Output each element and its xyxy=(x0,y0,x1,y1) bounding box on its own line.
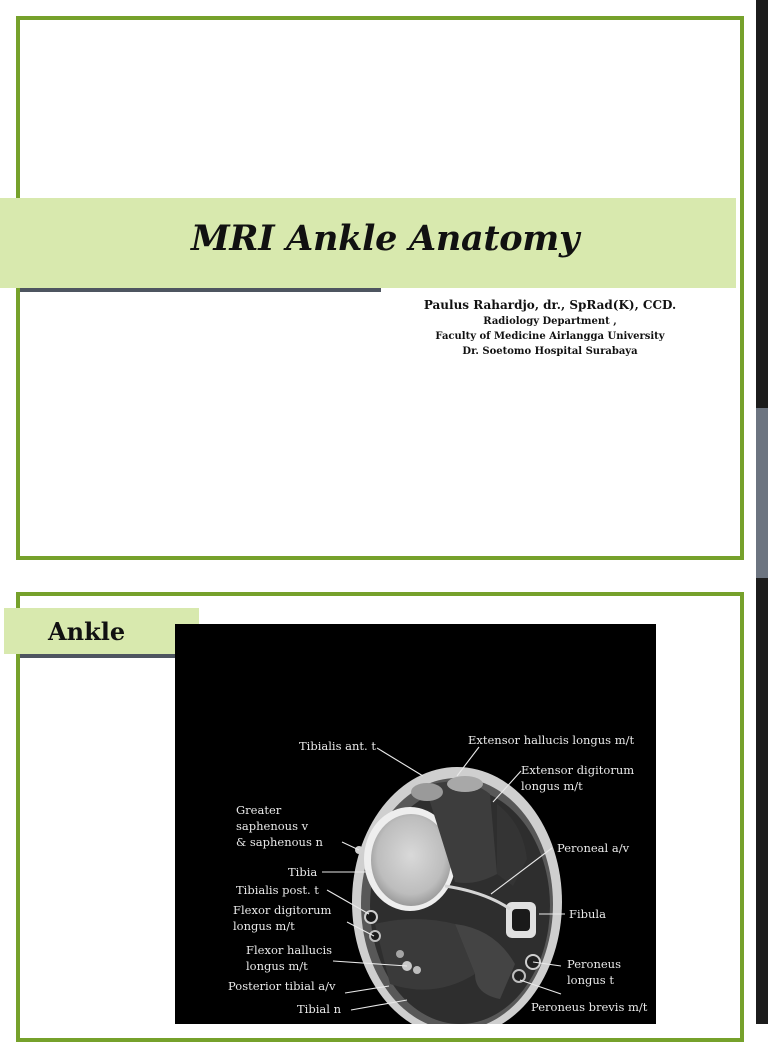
label-tibialis-ant: Tibialis ant. t xyxy=(299,739,376,753)
affiliation-line: Faculty of Medicine Airlangga University xyxy=(435,331,665,342)
title-underline xyxy=(20,288,381,292)
label-tibialis-post: Tibialis post. t xyxy=(236,883,319,897)
label-fibula: Fibula xyxy=(569,907,606,921)
right-edge-bar xyxy=(756,0,768,1024)
label-tibial-n: Tibial n xyxy=(297,1002,341,1016)
label-peroneus-longus: longus t xyxy=(567,973,614,987)
mri-ankle-image xyxy=(175,624,656,1024)
label-peroneal-av: Peroneal a/v xyxy=(557,841,630,855)
author-name: Paulus Rahardjo, dr., SpRad(K), CCD. xyxy=(423,298,677,312)
scroll-thumb[interactable] xyxy=(756,408,768,578)
author-block xyxy=(410,296,690,359)
label-ext-digitorum: longus m/t xyxy=(521,779,583,793)
heading-underline xyxy=(20,654,196,658)
ankle-cross-section xyxy=(352,767,562,1024)
label-flexor-digitorum: longus m/t xyxy=(233,919,295,933)
label-saphenous: saphenous v xyxy=(236,819,309,833)
label-flexor-hallucis: longus m/t xyxy=(246,959,308,973)
label-ext-digitorum: Extensor digitorum xyxy=(521,763,635,777)
label-tibia: Tibia xyxy=(288,865,318,879)
label-peroneus-longus: Peroneus xyxy=(567,957,621,971)
slide-title: MRI Ankle Anatomy xyxy=(190,217,580,259)
label-flexor-hallucis: Flexor hallucis xyxy=(246,943,333,957)
label-flexor-digitorum: Flexor digitorum xyxy=(233,903,332,917)
slide-heading: Ankle xyxy=(48,617,126,646)
label-saphenous: & saphenous n xyxy=(236,835,323,849)
label-ext-hallucis: Extensor hallucis longus m/t xyxy=(468,733,635,747)
affiliation-line: Radiology Department , xyxy=(483,316,617,327)
label-post-tibial-av: Posterior tibial a/v xyxy=(228,979,336,993)
affiliation-line: Dr. Soetomo Hospital Surabaya xyxy=(462,346,638,357)
label-saphenous: Greater xyxy=(236,803,282,817)
label-peroneus-brevis: Peroneus brevis m/t xyxy=(531,1000,648,1014)
